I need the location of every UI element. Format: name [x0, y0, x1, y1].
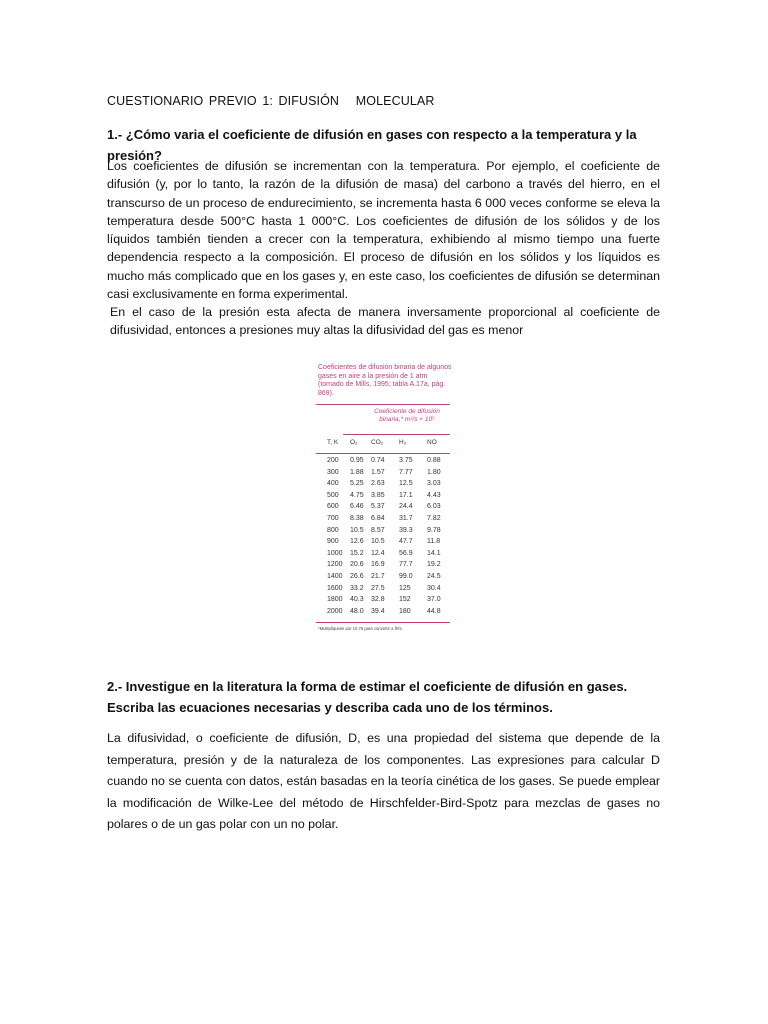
table-cell: 1.88 [350, 468, 364, 476]
column-header-4: NO [427, 439, 437, 446]
table-cell: 7.82 [427, 515, 441, 522]
table-cell: 0.88 [427, 457, 441, 464]
table-cell: 47.7 [399, 538, 413, 546]
table-cell: 77.7 [399, 561, 413, 569]
document-title: CUESTIONARIO PREVIO 1: DIFUSIÓN MOLECULAR [107, 94, 435, 108]
table-cell: 0.74 [371, 457, 385, 464]
table-cell: 15.2 [350, 549, 364, 557]
table-cell: 200 [327, 457, 339, 464]
table-cell: 24.5 [427, 573, 441, 580]
table-cell: 56.9 [399, 549, 413, 557]
table-cell: 9.78 [427, 526, 441, 534]
table-cell: 10.5 [371, 538, 385, 546]
coefficient-header-divider [343, 434, 450, 435]
table-cell: 1800 [327, 596, 343, 604]
table-cell: 8.38 [350, 515, 364, 522]
table-cell: 6.46 [350, 503, 364, 511]
table-cell: 2000 [327, 607, 343, 615]
table-cell: 1.57 [371, 468, 385, 476]
table-cell: 21.7 [371, 573, 385, 580]
question-1: 1.- ¿Cómo varia el coeficiente de difusión en gases con respecto a la temperatura y la presión? [107, 127, 637, 163]
table-cell: 20.6 [350, 561, 364, 569]
table-cell: 300 [327, 468, 339, 476]
table-cell: 600 [327, 503, 339, 511]
table-cell: 37.0 [427, 596, 441, 604]
table-cell: 12.6 [350, 538, 364, 546]
column-header-divider [316, 453, 450, 454]
table-cell: 31.7 [399, 515, 413, 522]
table-cell: 6.03 [427, 503, 441, 511]
table-cell: 1200 [327, 561, 343, 569]
answer-2-paragraph-1: La difusividad, o coeficiente de difusión, D, es una propiedad del sistema que depende de la temperatura, presión y de la naturaleza de los componentes. Las expresiones para calcular D cuando no se cuenta con datos, están basadas en la teoría cinética de los gases. Se puede emplear la modificación de Wilke-Lee del método de Hirschfelder-Bird-Spotz para mezclas de gases no polares o de un gas polar con un no polar. [107, 731, 660, 832]
table-cell: 33.2 [350, 584, 364, 592]
table-cell: 7.77 [399, 468, 413, 476]
table-cell: 99.0 [399, 573, 413, 580]
question-2: 2.- Investigue en la literatura la forma de estimar el coeficiente de difusión en gases. Escriba las ecuaciones necesarias y describa cada uno de los términos. [107, 679, 628, 715]
table-cell: 4.75 [350, 491, 364, 499]
table-cell: 700 [327, 515, 339, 522]
table-cell: 24.4 [399, 503, 413, 511]
table-cell: 400 [327, 480, 339, 488]
table-cell: 125 [399, 584, 411, 592]
table-cell: 12.5 [399, 480, 413, 488]
table-cell: 10.5 [350, 526, 364, 534]
caption-divider [316, 404, 450, 405]
table-cell: 16.9 [371, 561, 385, 569]
table-cell: 48.0 [350, 607, 364, 615]
answer-1-paragraph-1: Los coeficientes de difusión se incrementan con la temperatura. Por ejemplo, el coeficiente de difusión (y, por lo tanto, la razón de la difusión de masa) del carbono a través del hierro, en el transcurso de un proceso de endurecimiento, se incrementa hasta 6 000 veces conforme se eleva la temperatura desde 500°C hasta 1 000°C. Los coeficientes de difusión de los sólidos y de los líquidos también tienden a crecer con la temperatura, exhibiendo al mismo tiempo una fuerte dependencia respecto a la composición. El proceso de difusión en los sólidos y los líquidos es mucho más complicado que en los gases y, en este caso, los coeficientes de difusión se determinan casi exclusivamente en forma experimental. [107, 159, 660, 302]
table-cell: 40.3 [350, 596, 364, 604]
table-cell: 800 [327, 526, 339, 534]
table-cell: 6.84 [371, 515, 385, 522]
table-cell: 11.8 [427, 538, 441, 546]
table-cell: 17.1 [399, 491, 413, 499]
table-bottom-divider [316, 622, 450, 623]
column-header-1: O₂ [350, 439, 358, 446]
table-cell: 1.80 [427, 468, 441, 476]
table-cell: 3.85 [371, 491, 385, 499]
column-header-0: T, K [327, 439, 339, 446]
table-cell: 8.57 [371, 526, 385, 534]
table-cell: 1400 [327, 573, 343, 580]
table-cell: 500 [327, 491, 339, 499]
table-cell: 4.43 [427, 491, 441, 499]
table-cell: 5.37 [371, 503, 385, 511]
diffusion-coefficient-table-image [313, 360, 453, 636]
table-footnote: *Multiplíquese por 10.76 para convertir a ft²/s. [318, 626, 403, 631]
column-header-3: H₂ [399, 439, 407, 446]
table-cell: 5.25 [350, 480, 364, 488]
table-cell: 1000 [327, 549, 343, 557]
table-cell: 14.1 [427, 549, 441, 557]
table-cell: 39.4 [371, 607, 385, 615]
table-cell: 180 [399, 607, 411, 615]
table-cell: 30.4 [427, 584, 441, 592]
table-caption: Coeficientes de difusión binaria de algunos gases en aire a la presión de 1 atm (tomado de Mills, 1995; tabla A.17a, pág. 869). [318, 364, 452, 397]
answer-1-paragraph-2: En el caso de la presión esta afecta de manera inversamente proporcional al coeficiente de difusividad, entonces a presiones muy altas la difusividad del gas es menor [110, 305, 660, 338]
table-cell: 2.63 [371, 480, 385, 488]
coefficient-header: Coeficiente de difusión binaria,* m²/s × 10⁵ [374, 408, 440, 423]
table-cell: 3.75 [399, 457, 413, 464]
table-cell: 1600 [327, 584, 343, 592]
table-cell: 19.2 [427, 561, 441, 569]
table-cell: 3.03 [427, 480, 441, 488]
table-cell: 12.4 [371, 549, 385, 557]
table-cell: 26.6 [350, 573, 364, 580]
table-cell: 44.8 [427, 607, 441, 615]
table-cell: 152 [399, 596, 411, 604]
table-cell: 39.3 [399, 526, 413, 534]
table-cell: 900 [327, 538, 339, 546]
table-cell: 27.5 [371, 584, 385, 592]
column-header-2: CO₂ [371, 439, 384, 446]
table-cell: 0.95 [350, 457, 364, 464]
column-header-row [313, 439, 453, 449]
table-cell: 32.8 [371, 596, 385, 604]
